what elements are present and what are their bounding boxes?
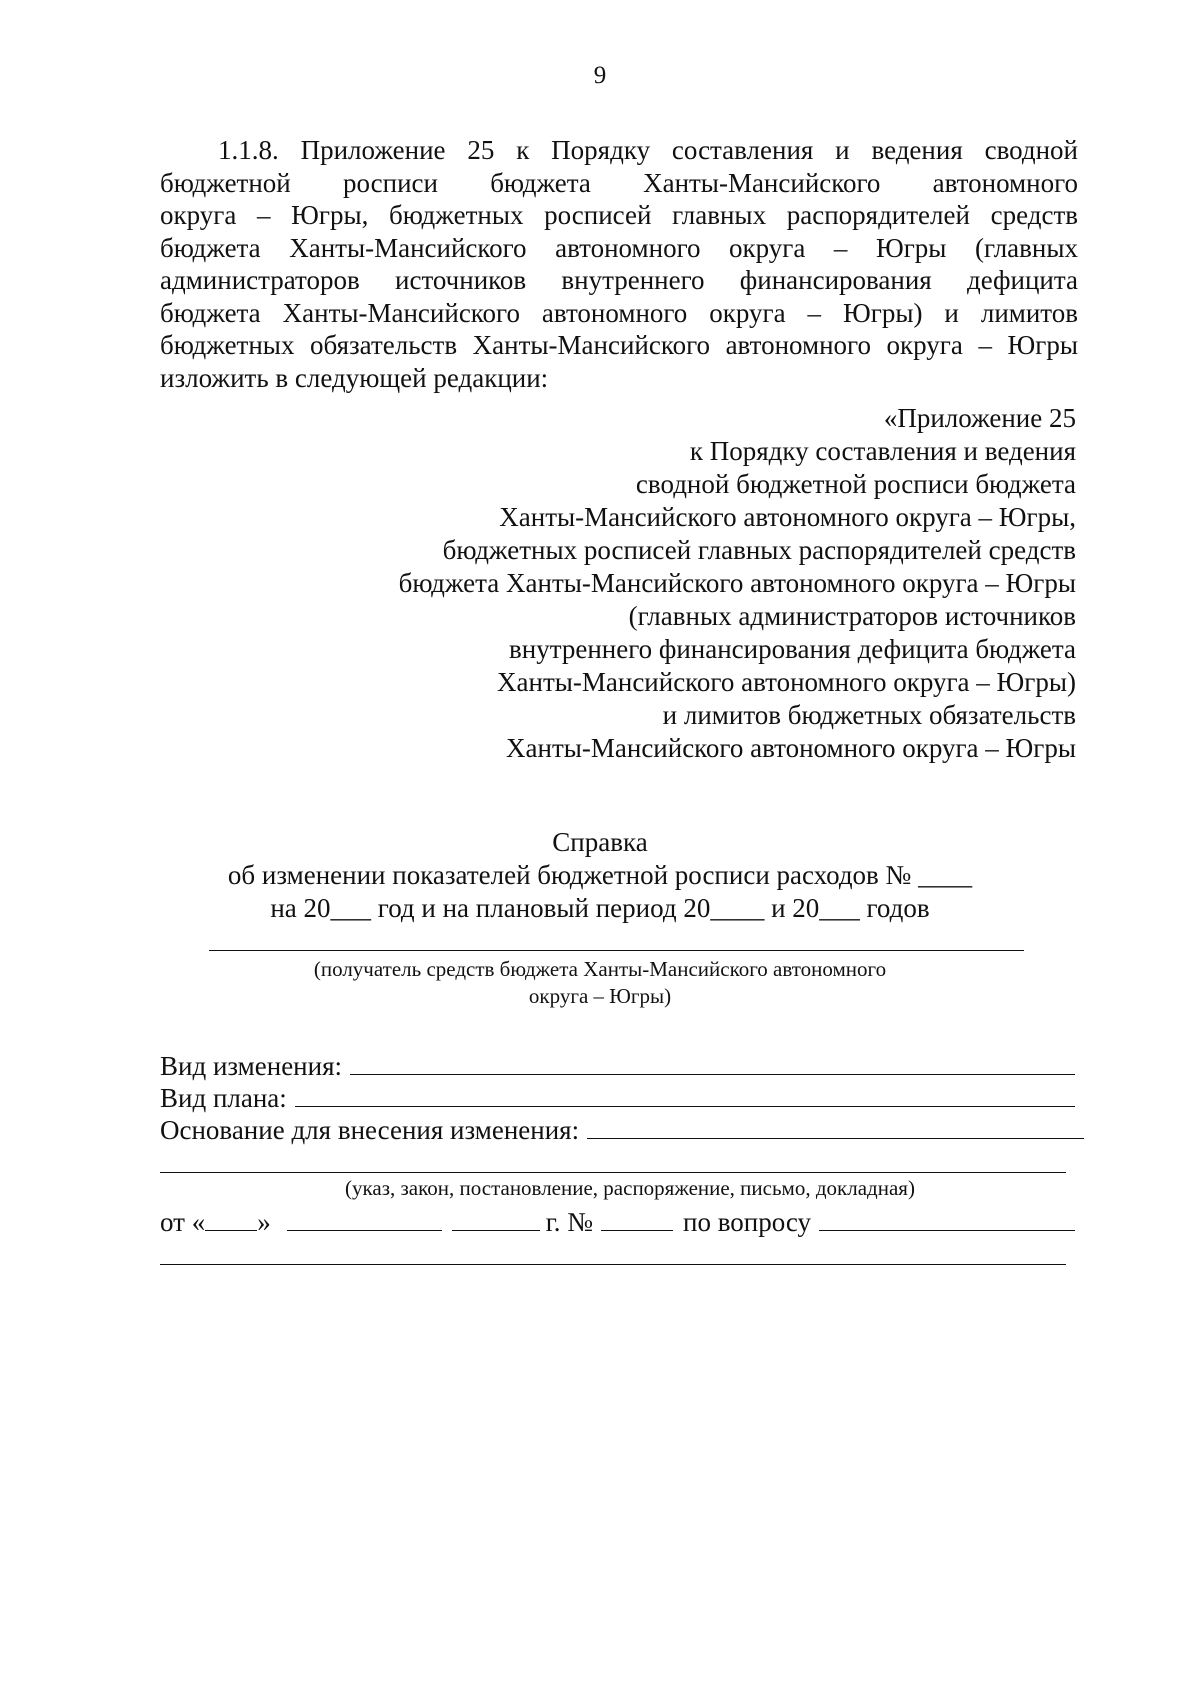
paragraph-line: бюджетных обязательств Ханты-Мансийского автономного округа – Югры bbox=[160, 330, 1078, 360]
paragraph-line: бюджета Ханты-Мансийского автономного округа – Югры) и лимитов bbox=[160, 297, 1078, 328]
basis-label: Основание для внесения изменения: bbox=[160, 1115, 580, 1145]
appendix-line: внутреннего финансирования дефицита бюджета bbox=[509, 634, 1076, 664]
recipient-caption bbox=[0, 956, 1200, 1010]
appendix-line: и лимитов бюджетных обязательств bbox=[662, 700, 1076, 730]
basis-field bbox=[160, 1114, 1084, 1146]
plan-type-label: Вид плана: bbox=[160, 1083, 287, 1113]
appendix-line: Ханты-Мансийского автономного округа – Югры) bbox=[497, 667, 1076, 697]
amendment-paragraph bbox=[160, 134, 1078, 394]
year-blank[interactable] bbox=[452, 1206, 540, 1231]
plan-type-blank[interactable] bbox=[295, 1082, 1075, 1107]
appendix-line: Ханты-Мансийского автономного округа – Югры, bbox=[499, 502, 1076, 532]
appendix-line: к Порядку составления и ведения bbox=[689, 436, 1076, 466]
appendix-line: сводной бюджетной росписи бюджета bbox=[635, 469, 1076, 499]
paragraph-line: 1.1.8. Приложение 25 к Порядку составления и ведения сводной bbox=[218, 135, 1078, 165]
change-type-blank[interactable] bbox=[350, 1050, 1075, 1075]
doc-types-caption: (указ, закон, постановление, распоряжение, письмо, докладная) bbox=[345, 1176, 915, 1200]
number-blank[interactable] bbox=[601, 1206, 673, 1231]
appendix-line: бюджета Ханты-Мансийского автономного округа – Югры bbox=[398, 568, 1076, 598]
form-period: на 20___ год и на плановый период 20____ и 20___ годов bbox=[270, 893, 930, 923]
paragraph-line: изложить в следующей редакции: bbox=[160, 362, 549, 393]
paragraph-line: бюджетной росписи бюджета Ханты-Мансийского автономного bbox=[160, 167, 1078, 198]
topic-blank[interactable] bbox=[819, 1206, 1075, 1231]
recipient-caption-line: (получатель средств бюджета Ханты-Мансийского автономного bbox=[313, 957, 887, 981]
month-blank[interactable] bbox=[287, 1206, 442, 1231]
paragraph-line: бюджета Ханты-Мансийского автономного округа – Югры (главных bbox=[160, 232, 1078, 263]
topic-label: по вопросу bbox=[683, 1207, 812, 1237]
form-heading bbox=[0, 826, 1200, 925]
paragraph-line: администраторов источников внутреннего финансирования дефицита bbox=[160, 265, 1078, 295]
paragraph-line: округа – Югры, бюджетных росписей главных распорядителей средств bbox=[160, 200, 1078, 230]
day-blank[interactable] bbox=[205, 1206, 257, 1231]
appendix-line: (главных администраторов источников bbox=[628, 601, 1076, 631]
appendix-line: бюджетных росписей главных распорядителей средств bbox=[442, 535, 1076, 565]
plan-type-field bbox=[160, 1082, 1075, 1114]
basis-blank[interactable] bbox=[587, 1114, 1084, 1139]
appendix-line: Ханты-Мансийского автономного округа – Югры bbox=[506, 733, 1076, 763]
form-subtitle: об изменении показателей бюджетной росписи расходов № ____ bbox=[227, 860, 973, 890]
form-title: Справка bbox=[552, 827, 648, 857]
appendix-line: «Приложение 25 bbox=[883, 403, 1076, 433]
change-type-label: Вид изменения: bbox=[160, 1051, 342, 1081]
recipient-caption-line: округа – Югры) bbox=[528, 984, 672, 1008]
close-quote: » bbox=[257, 1207, 271, 1237]
from-label: от « bbox=[160, 1207, 206, 1237]
page-number: 9 bbox=[593, 62, 607, 89]
basis-continuation-line[interactable] bbox=[160, 1172, 1066, 1173]
recipient-blank-line[interactable] bbox=[209, 950, 1024, 951]
topic-continuation-line[interactable] bbox=[160, 1264, 1066, 1265]
document-reference-row bbox=[160, 1206, 1075, 1238]
year-number-label: г. № bbox=[545, 1207, 593, 1237]
appendix-header bbox=[399, 402, 1076, 765]
change-type-field bbox=[160, 1050, 1075, 1082]
